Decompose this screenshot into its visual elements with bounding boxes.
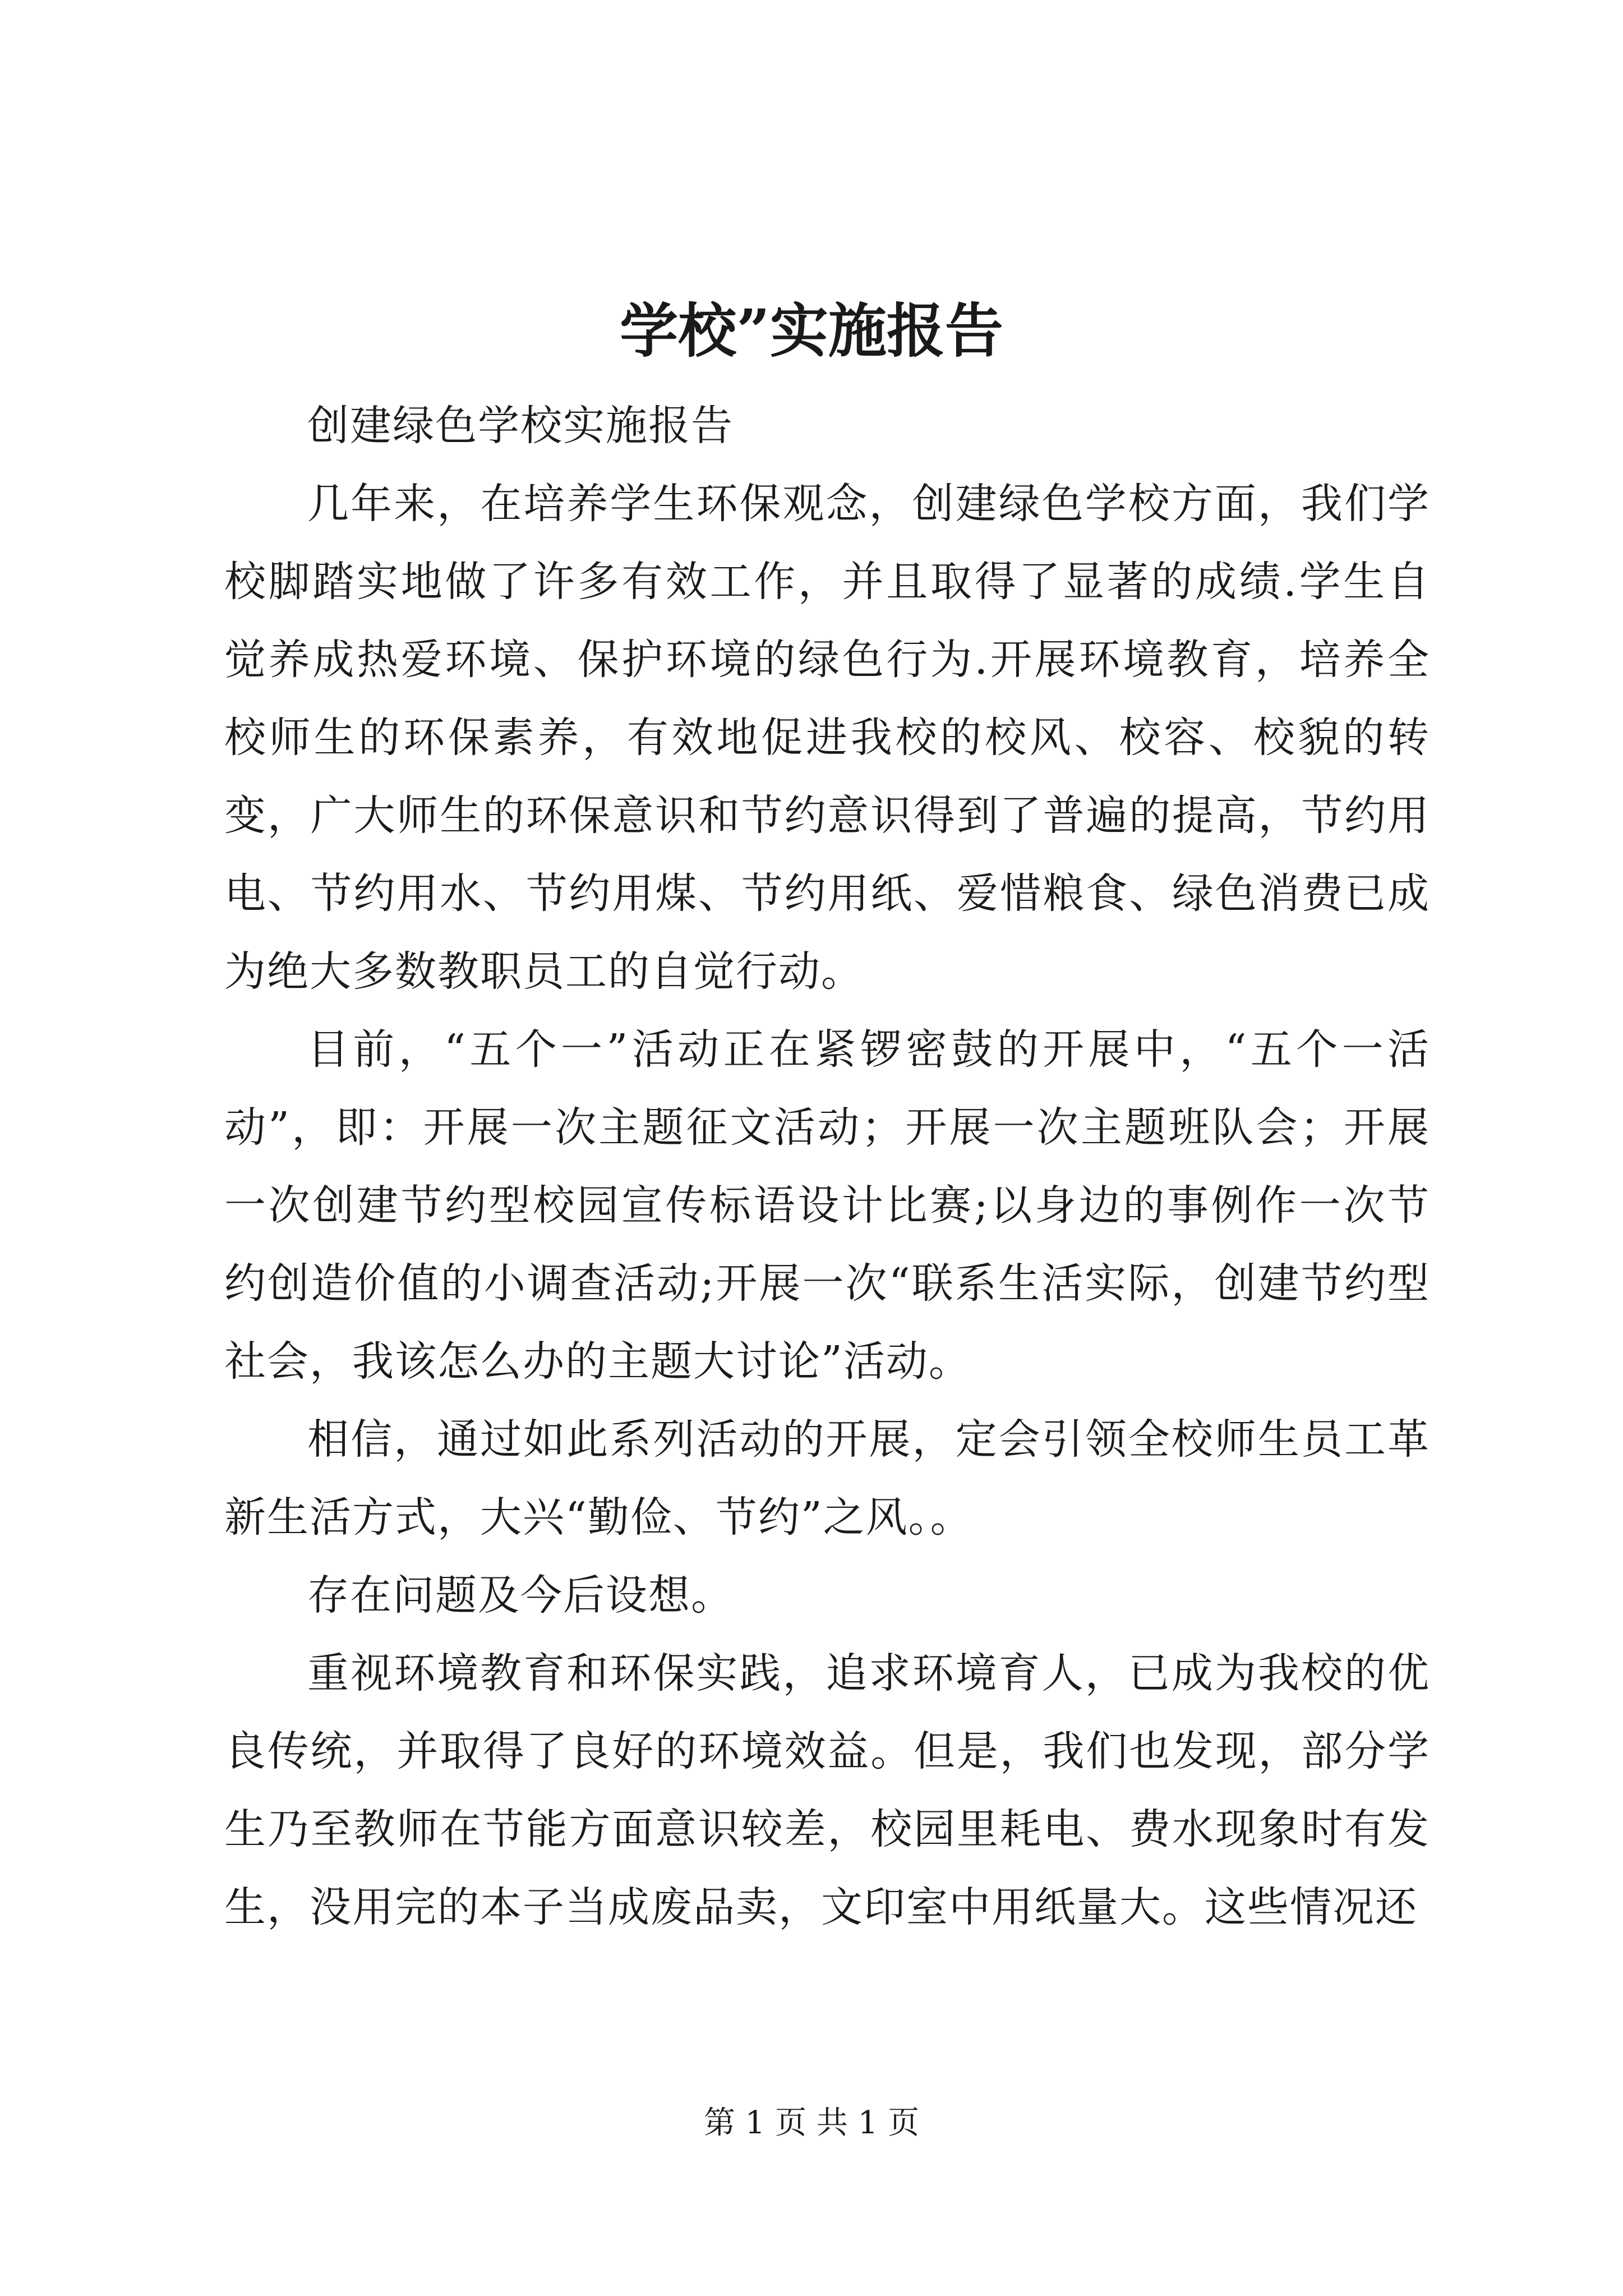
document-title: 学校”实施报告 (620, 296, 1003, 365)
body-paragraph: 相信，通过如此系列活动的开展，定会引领全校师生员工革新生活方式，大兴“勤俭、节约”之风。。 (224, 1415, 1430, 1542)
document-body (224, 387, 1430, 1947)
body-paragraph: 重视环境教育和环保实践，追求环境育人，已成为我校的优良传统，并取得了良好的环境效益。但是，我们也发现，部分学生乃至教师在节能方面意识较差，校园里耗电、费水现象时有发生，没用完的本子当成废品卖，文印室中用纸量大。这些情况还 (224, 1649, 1430, 1931)
page-footer: 第 1 页 共 1 页 (703, 2105, 920, 2141)
section-heading-paragraph: 存在问题及今后设想。 (307, 1571, 734, 1619)
body-paragraph: 几年来，在培养学生环保观念，创建绿色学校方面，我们学校脚踏实地做了许多有效工作，并且取得了显著的成绩.学生自觉养成热爱环境、保护环境的绿色行为.开展环境教育，培养全校师生的环保素养，有效地促进我校的校风、校容、校貌的转变，广大师生的环保意识和节约意识得到了普遍的提高，节约用电、节约用水、节约用煤、节约用纸、爱惜粮食、绿色消费已成为绝大多数教职员工的自觉行动。 (224, 480, 1430, 996)
subtitle-paragraph: 创建绿色学校实施报告 (307, 402, 734, 450)
body-paragraph: 目前，“五个一”活动正在紧锣密鼓的开展中，“五个一活动”，即：开展一次主题征文活动；开展一次主题班队会；开展一次创建节约型校园宣传标语设计比赛;以身边的事例作一次节约创造价值的小调查活动;开展一次“联系生活实际，创建节约型社会，我该怎么办的主题大讨论”活动。 (224, 1025, 1430, 1386)
